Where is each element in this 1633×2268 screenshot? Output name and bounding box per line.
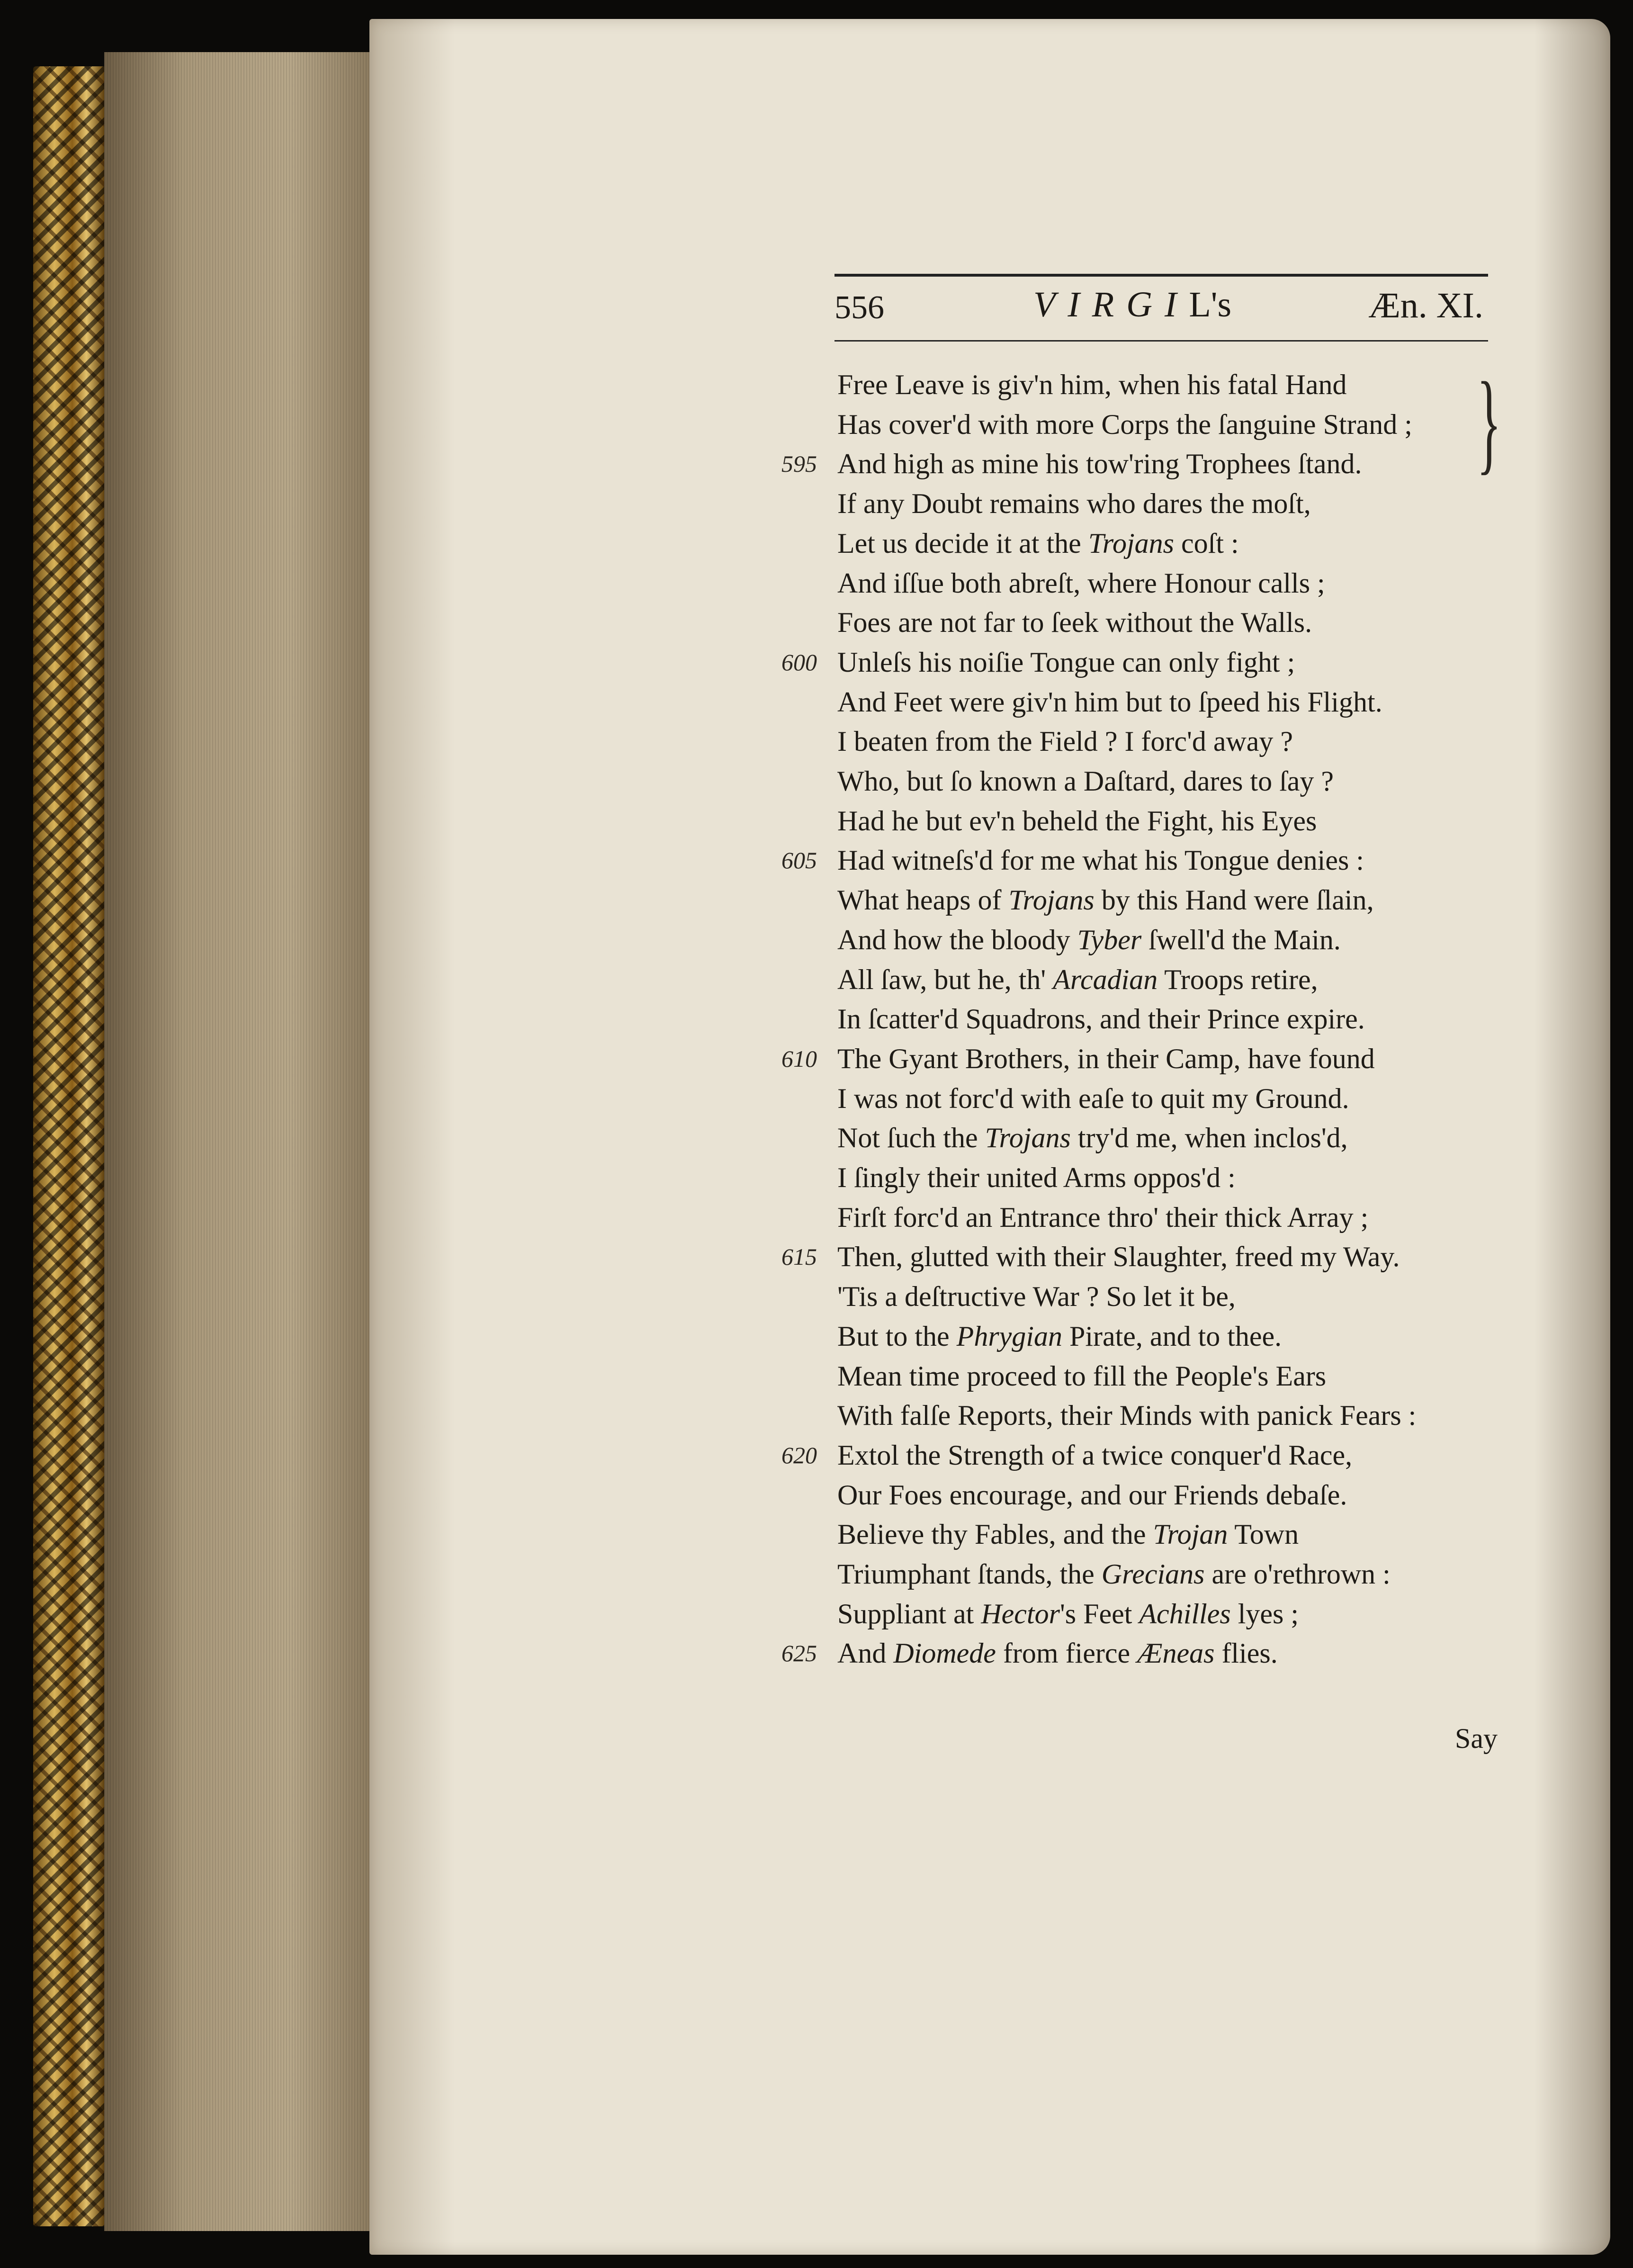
verse-fragment: Let us decide it at the (837, 527, 1088, 559)
verse-fragment: from fierce (996, 1638, 1138, 1669)
verse-line-text (837, 1277, 1236, 1316)
verse-line (0, 1237, 1563, 1277)
verse-line (0, 960, 1563, 999)
verse-line (0, 920, 1563, 960)
verse-fragment: try'd me, when inclos'd, (1070, 1122, 1348, 1154)
verse-line (0, 1554, 1563, 1594)
verse-fragment: I beaten from the Field ? I forc'd away ? (837, 726, 1293, 757)
verse-fragment: Not ſuch the (837, 1122, 985, 1154)
verse-fragment: Triumphant ſtands, the (837, 1558, 1102, 1590)
verse-fragment: Firſt forc'd an Entrance thro' their thick Array ; (837, 1201, 1369, 1233)
verse-line-text (837, 1475, 1347, 1515)
verse-fragment: Mean time proceed to fill the People's Ears (837, 1360, 1327, 1392)
verse-line (0, 761, 1563, 801)
italic-name: Grecians (1101, 1558, 1205, 1590)
verse-fragment: The Gyant Brothers, in their Camp, have found (837, 1043, 1375, 1074)
verse-line (0, 682, 1563, 722)
verse-line-text (837, 682, 1382, 722)
verse-fragment: Who, but ſo known a Daſtard, dares to ſay ? (837, 765, 1334, 797)
verse-line-text (837, 603, 1312, 642)
verse-fragment: Foes are not far to ſeek without the Walls. (837, 607, 1312, 639)
verse-line (0, 563, 1563, 603)
verse-fragment: Free Leave is giv'n him, when his fatal Hand (837, 369, 1347, 400)
verse-line-text (837, 721, 1293, 761)
verse-fragment: And how the bloody (837, 924, 1077, 955)
verse-fragment: But to the (837, 1320, 957, 1352)
verse-fragment: I was not forc'd with eaſe to quit my Ground. (837, 1082, 1349, 1114)
verse-line-text (837, 920, 1341, 960)
verse-line-text (837, 1118, 1348, 1158)
verse-line (0, 1316, 1563, 1356)
verse-fragment: Extol the Strength of a twice conquer'd Race, (837, 1439, 1353, 1471)
page-number: 556 (834, 289, 884, 326)
catchword: Say (1455, 1723, 1498, 1754)
verse-line-text (837, 880, 1374, 920)
line-number: 600 (781, 648, 817, 675)
verse-line-text (837, 1316, 1282, 1356)
verse-line-text (837, 1079, 1349, 1118)
triplet-brace: } (1477, 359, 1501, 485)
line-number: 610 (781, 1045, 817, 1072)
verse-line (0, 1633, 1563, 1673)
italic-name: Phrygian (956, 1320, 1062, 1352)
verse-line-text (837, 484, 1311, 523)
verse-fragment: Troops retire, (1157, 963, 1318, 995)
verse-line (0, 1514, 1563, 1554)
verse-line-text (837, 444, 1362, 484)
verse-fragment: All ſaw, but he, th' (837, 963, 1053, 995)
verse-line-text (837, 405, 1412, 444)
verse-fragment: Has cover'd with more Corps the ſanguine Strand ; (837, 408, 1412, 440)
verse-line-text (837, 1633, 1278, 1673)
running-title-main: VIRGI (1033, 285, 1189, 324)
verse-line-text (837, 1197, 1368, 1237)
verse-line-text (837, 1395, 1416, 1435)
verse-fragment: Then, glutted with their Slaughter, freed my Way. (837, 1241, 1400, 1273)
running-head (834, 284, 1488, 336)
verse-line-text (837, 365, 1347, 405)
italic-name: Trojans (985, 1122, 1071, 1154)
verse-line-text (837, 761, 1334, 801)
verse-line-text (837, 1158, 1236, 1197)
verse-line (0, 405, 1563, 444)
verse-fragment: And Feet were giv'n him but to ſpeed his Flight. (837, 686, 1382, 718)
verse-fragment: ſwell'd the Main. (1141, 924, 1341, 955)
verse-fragment: Had he but ev'n beheld the Fight, his Eyes (837, 805, 1317, 837)
verse-fragment: I ſingly their united Arms oppos'd : (837, 1162, 1236, 1193)
italic-name: Arcadian (1053, 963, 1158, 995)
verse-fragment: Believe thy Fables, and the (837, 1519, 1153, 1550)
verse-fragment: 'Tis a deſtructive War ? So let it be, (837, 1281, 1236, 1313)
line-number: 620 (781, 1441, 817, 1468)
verse-line (0, 1197, 1563, 1237)
verse-fragment: Had witneſs'd for me what his Tongue denies : (837, 845, 1364, 876)
verse-line (0, 1039, 1563, 1079)
verse-line (0, 603, 1563, 642)
verse-line (0, 840, 1563, 880)
italic-name: Æneas (1137, 1638, 1215, 1669)
header-rule-bottom (834, 340, 1488, 342)
italic-name: Trojans (1088, 527, 1175, 559)
verse-fragment: flies. (1214, 1638, 1278, 1669)
verse-fragment: And (837, 1638, 894, 1669)
verse-line (0, 1356, 1563, 1396)
header-rule-top (834, 274, 1488, 277)
italic-name: Hector (981, 1598, 1060, 1629)
verse-line (0, 1594, 1563, 1634)
verse-line-text (837, 1039, 1375, 1079)
verse-fragment: If any Doubt remains who dares the moſt, (837, 488, 1311, 520)
verse-line (0, 880, 1563, 920)
verse-line-text (837, 1237, 1400, 1277)
verse-fragment: Our Foes encourage, and our Friends debaſe. (837, 1479, 1347, 1511)
verse-line-text (837, 801, 1317, 841)
verse-line (0, 721, 1563, 761)
verse-line-text (837, 840, 1364, 880)
verse-line (0, 1118, 1563, 1158)
verse-line-text (837, 1554, 1391, 1594)
verse-line (0, 999, 1563, 1039)
line-number: 605 (781, 847, 817, 874)
verse-line (0, 365, 1563, 405)
verse-line-text (837, 563, 1325, 603)
italic-name: Tyber (1077, 924, 1142, 955)
verse-fragment: Pirate, and to thee. (1062, 1320, 1282, 1352)
verse-line (0, 1475, 1563, 1515)
verse-fragment: And high as mine his tow'ring Trophees ſtand. (837, 448, 1362, 480)
verse-line (0, 642, 1563, 682)
verse-line (0, 1435, 1563, 1475)
running-title (1033, 284, 1231, 325)
verse-fragment: Suppliant at (837, 1598, 981, 1629)
verse-fragment: And iſſue both abreſt, where Honour calls ; (837, 567, 1325, 599)
verse-fragment: With falſe Reports, their Minds with panick Fears : (837, 1400, 1417, 1431)
verse-line (0, 1079, 1563, 1118)
verse-line (0, 1277, 1563, 1316)
verse-fragment: Town (1228, 1519, 1299, 1550)
verse-line-text (837, 960, 1318, 999)
line-number: 625 (781, 1640, 817, 1667)
italic-name: Trojans (1008, 884, 1095, 916)
line-number: 615 (781, 1243, 817, 1270)
verse-line-text (837, 1514, 1299, 1554)
verse-line (0, 484, 1563, 523)
book-reference: Æn. XI. (1368, 286, 1483, 325)
italic-name: Diomede (893, 1638, 996, 1669)
verse-fragment: 's Feet (1059, 1598, 1140, 1629)
verse-line (0, 1395, 1563, 1435)
verse-fragment: are o'rethrown : (1204, 1558, 1391, 1590)
line-number: 595 (781, 450, 817, 477)
verse-line (0, 801, 1563, 841)
verse-line (0, 1158, 1563, 1197)
verse-line (0, 444, 1563, 484)
verse-line-text (837, 642, 1295, 682)
verse-fragment: by this Hand were ſlain, (1094, 884, 1374, 916)
verse-line-text (837, 1356, 1326, 1396)
verse-fragment: lyes ; (1230, 1598, 1299, 1629)
verse-line-text (837, 999, 1365, 1039)
verse-fragment: What heaps of (837, 884, 1009, 916)
verse-line-text (837, 523, 1239, 563)
verse-line-text (837, 1435, 1352, 1475)
verse-line-text (837, 1594, 1299, 1634)
italic-name: Trojan (1153, 1519, 1228, 1550)
verse-fragment: Unleſs his noiſie Tongue can only fight ; (837, 646, 1295, 678)
verse-line (0, 523, 1563, 563)
italic-name: Achilles (1139, 1598, 1231, 1629)
running-title-suffix: L's (1189, 285, 1232, 324)
verse-fragment: In ſcatter'd Squadrons, and their Prince expire. (837, 1003, 1365, 1035)
verse-fragment: coſt : (1174, 527, 1239, 559)
